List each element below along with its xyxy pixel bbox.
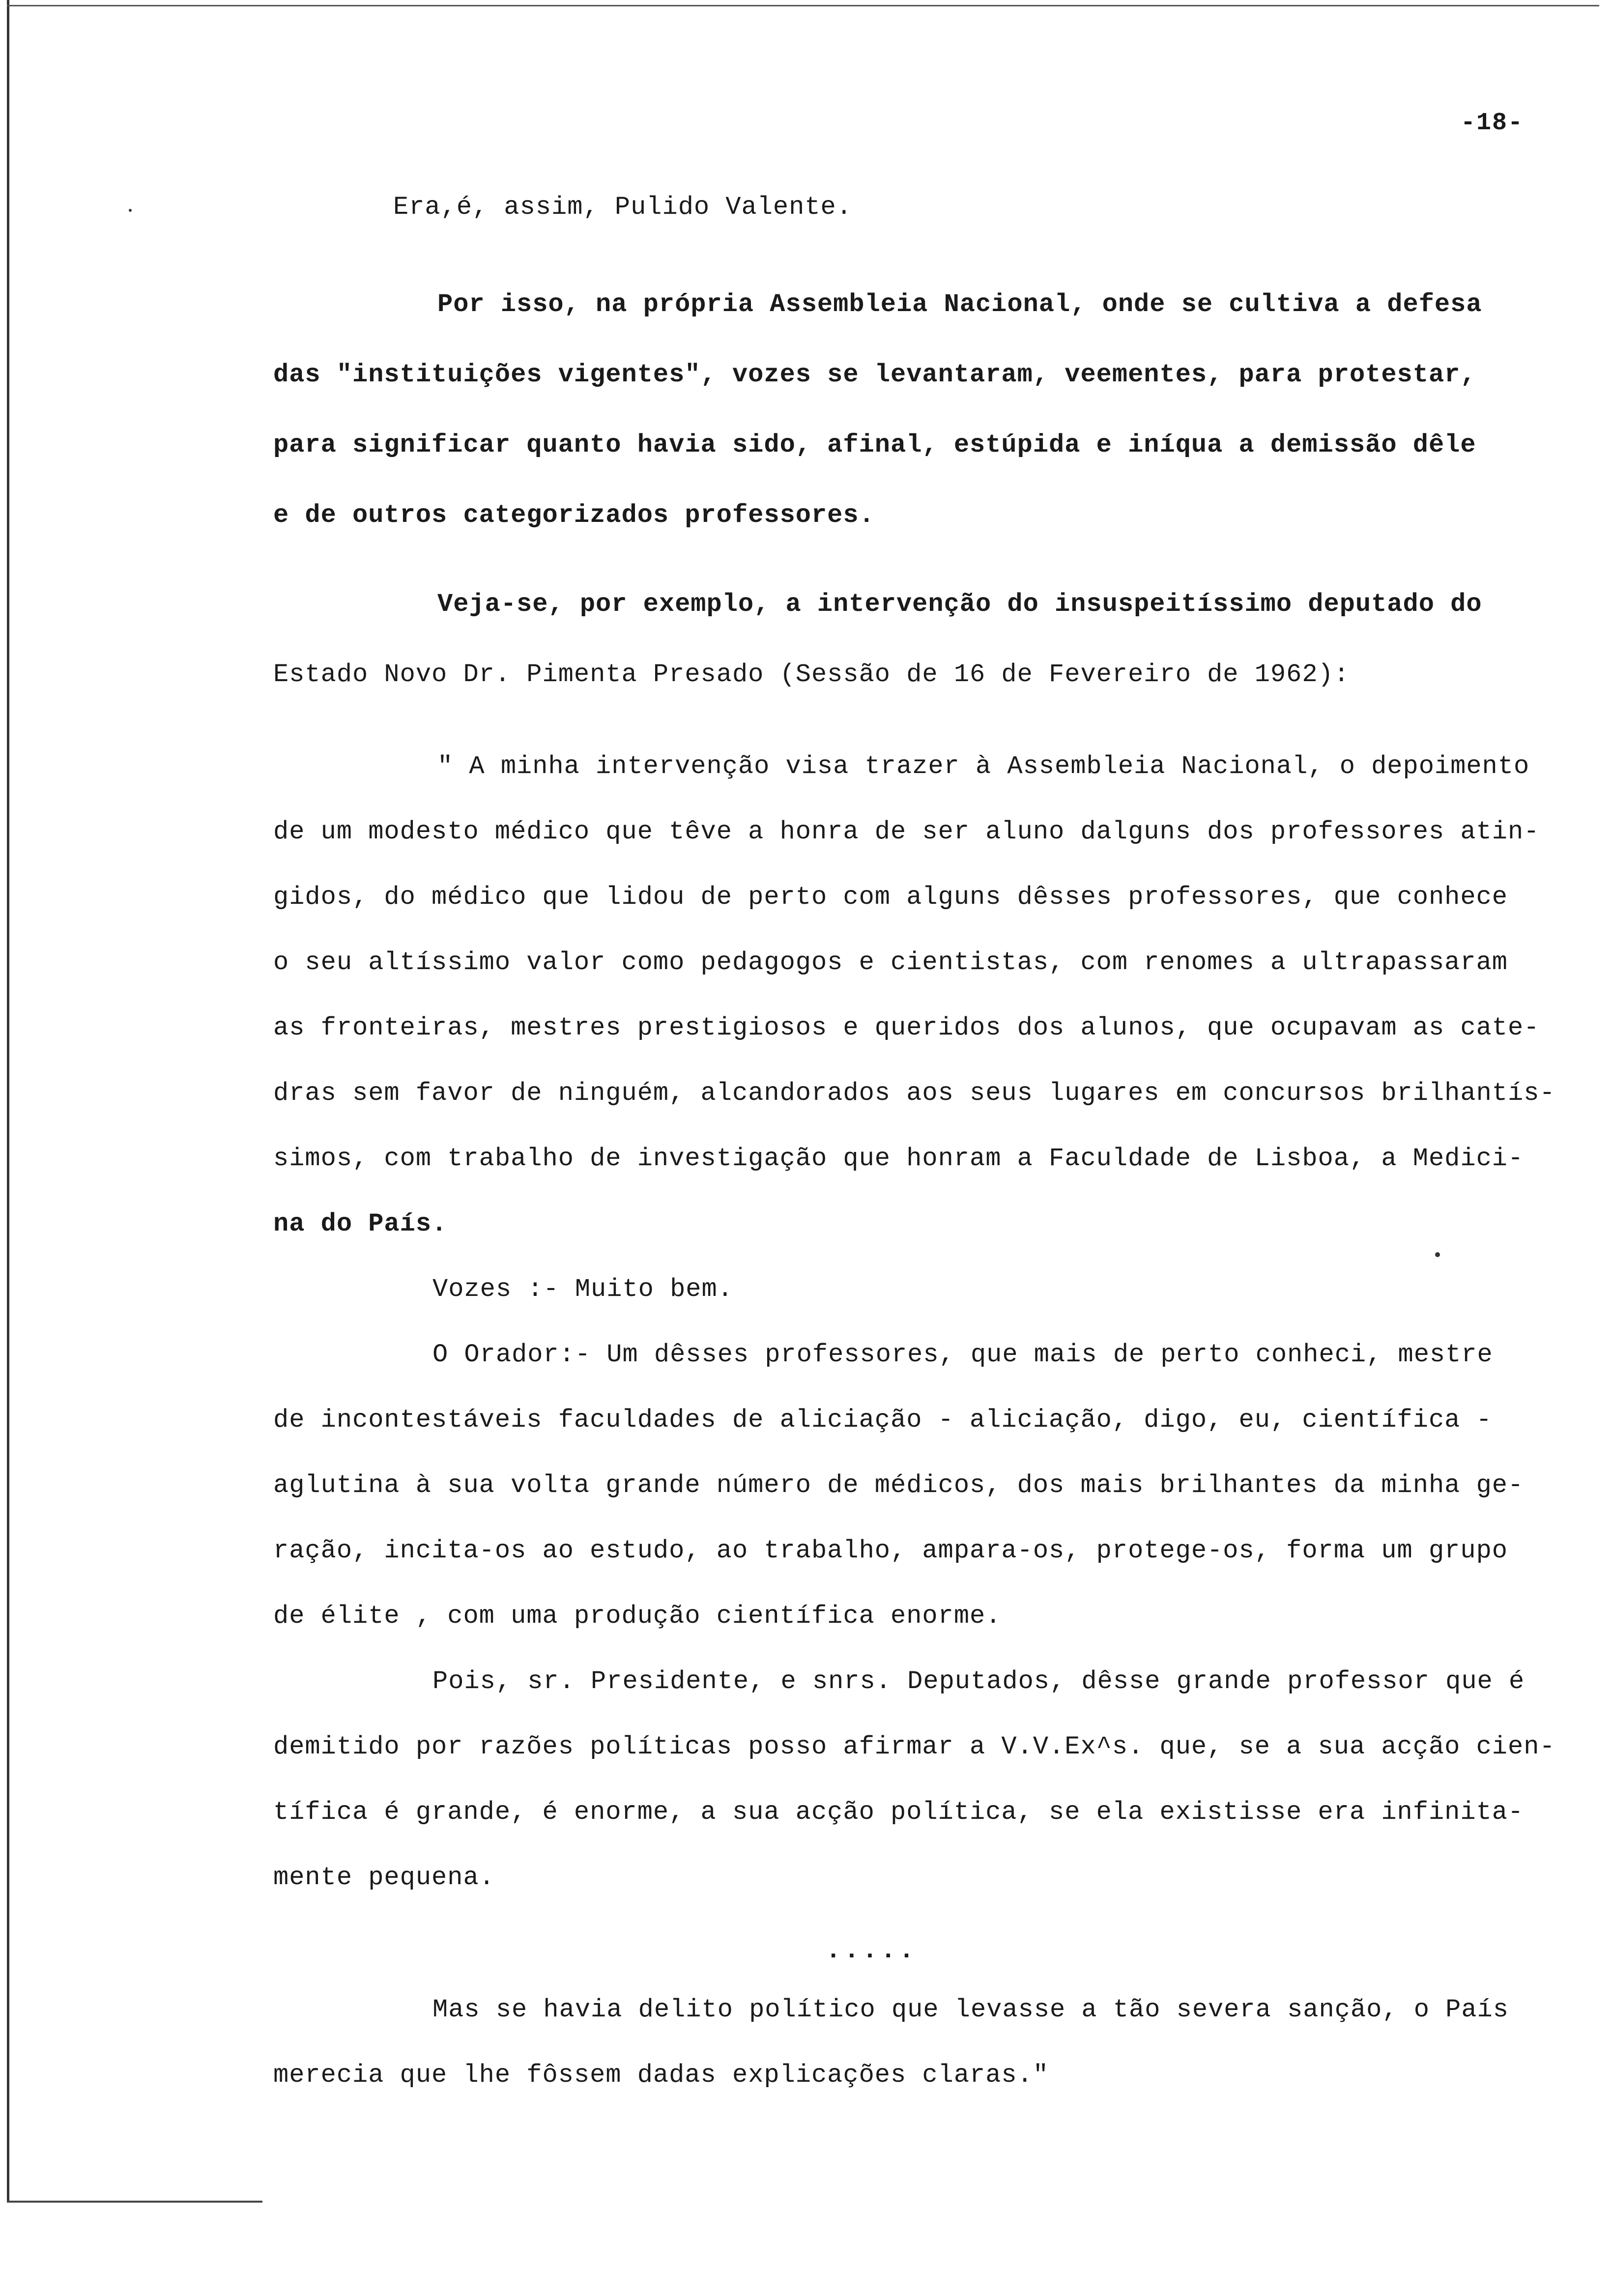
text-line: Estado Novo Dr. Pimenta Presado (Sessão de 16 de Fevereiro de 1962): [273,660,1350,689]
text-line: das "instituições vigentes", vozes se levantaram, veementes, para protestar, [273,360,1476,389]
page-border-top [7,5,1599,6]
page-number: -18- [1460,109,1524,137]
text-line: dras sem favor de ninguém, alcandorados aos seus lugares em concursos brilhantís- [273,1079,1555,1108]
text-line: para significar quanto havia sido, afinal, estúpida e iníqua a demissão dêle [273,430,1476,459]
section-separator: ..... [826,1936,918,1965]
text-line: " A minha intervenção visa trazer à Assembleia Nacional, o depoimento [437,752,1530,781]
text-line: aglutina à sua volta grande número de médicos, dos mais brilhantes da minha ge- [273,1471,1524,1500]
text-line: de incontestáveis faculdades de aliciação - aliciação, digo, eu, científica - [273,1406,1492,1435]
ink-speck [1435,1252,1440,1257]
text-line: merecia que lhe fôssem dadas explicações claras." [273,2061,1049,2090]
text-line: simos, com trabalho de investigação que honram a Faculdade de Lisboa, a Medici- [273,1144,1524,1173]
text-line: Por isso, na própria Assembleia Nacional, onde se cultiva a defesa [437,290,1482,319]
text-line: Era,é, assim, Pulido Valente. [393,193,852,222]
text-line: as fronteiras, mestres prestigiosos e queridos dos alunos, que ocupavam as cate- [273,1013,1540,1042]
bottom-rule [7,2201,262,2203]
text-line: Mas se havia delito político que levasse a tão severa sanção, o País [432,1995,1509,2024]
text-line: de élite , com uma produção científica enorme. [273,1602,1002,1631]
text-line: e de outros categorizados professores. [273,501,875,530]
ink-speck [129,209,132,212]
text-line: mente pequena. [273,1863,495,1892]
text-line: demitido por razões políticas posso afirmar a V.V.Ex^s. que, se a sua acção cien- [273,1732,1555,1761]
text-line: de um modesto médico que têve a honra de ser aluno dalguns dos professores atin- [273,817,1540,846]
text-line: Pois, sr. Presidente, e snrs. Deputados, dêsse grande professor que é [432,1667,1525,1696]
text-line: Veja-se, por exemplo, a intervenção do insuspeitíssimo deputado do [437,590,1482,619]
text-line: Vozes :- Muito bem. [432,1275,733,1304]
page-border-left [7,0,9,2202]
text-line: ração, incita-os ao estudo, ao trabalho, ampara-os, protege-os, forma um grupo [273,1536,1508,1565]
text-line: na do País. [273,1209,448,1238]
text-line: O Orador:- Um dêsses professores, que mais de perto conheci, mestre [432,1340,1493,1369]
text-line: o seu altíssimo valor como pedagogos e cientistas, com renomes a ultrapassaram [273,948,1508,977]
text-line: gidos, do médico que lidou de perto com alguns dêsses professores, que conhece [273,883,1508,912]
text-line: tífica é grande, é enorme, a sua acção política, se ela existisse era infinita- [273,1798,1524,1827]
